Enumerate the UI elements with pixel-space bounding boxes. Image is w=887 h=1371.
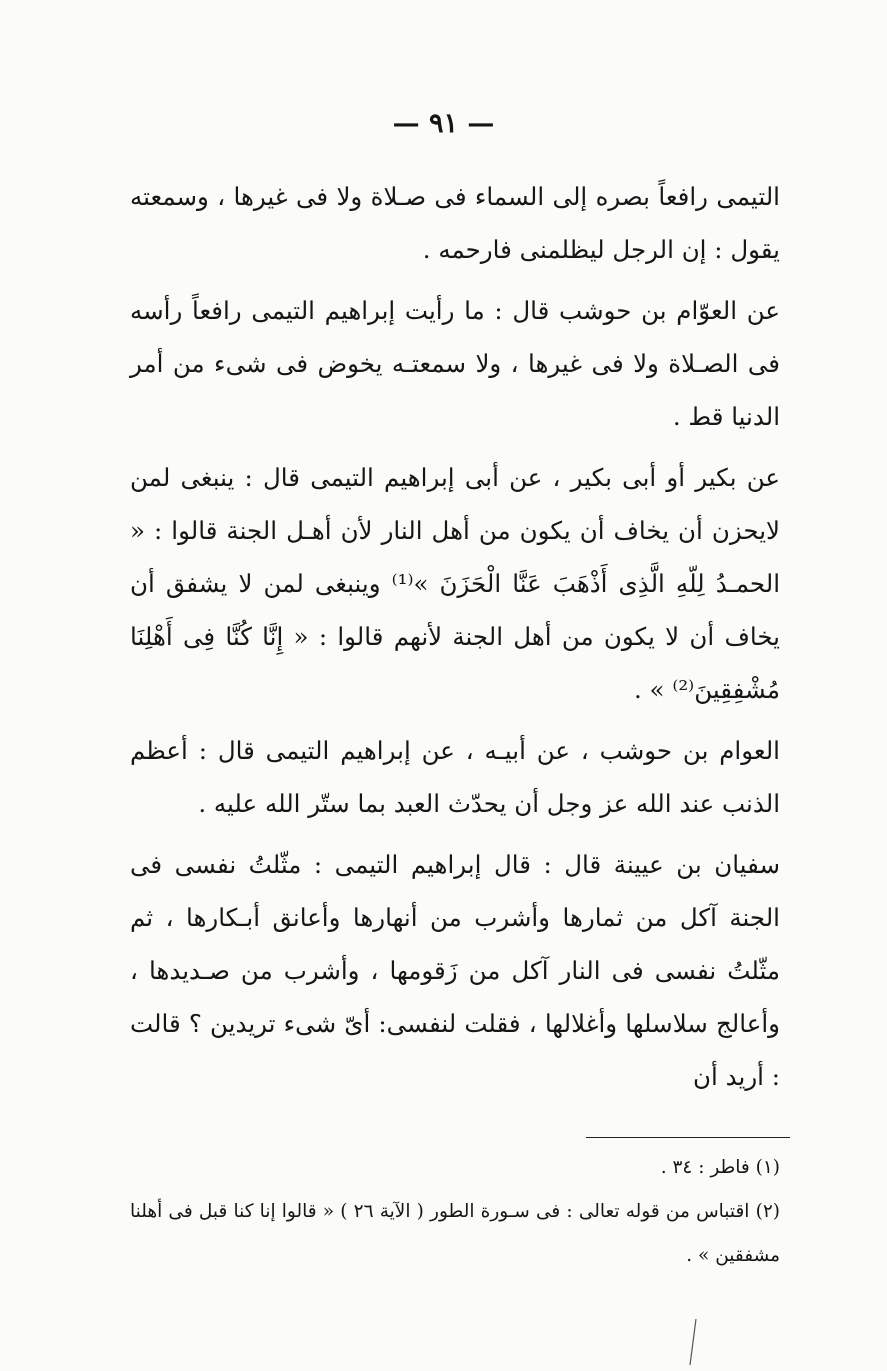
paragraph-4: العوام بن حوشب ، عن أبيـه ، عن إبراهيم التيمى قال : أعظم الذنب عند الله عز وجل أن يحدّث العبد بما ستّر الله عليه . [130, 736, 780, 818]
footnote-1: (١) فاطر : ٣٤ . [660, 1157, 780, 1178]
stray-pen-mark [688, 1318, 698, 1366]
paragraph-3: عن بكير أو أبى بكير ، عن أبى إبراهيم التيمى قال : ينبغى لمن لايحزن أن يخاف أن يكون من أهل النار لأن أهـل الجنة قالوا : « الحمـدُ لِلّهِ الَّذِى أَذْهَبَ عَنَّا الْحَزَنَ »⁽¹⁾ وينبغى لمن لا يشفق أن يخاف أن لا يكون من أهل الجنة لأنهم قالوا : « إِنَّا كُنَّا فِى أَهْلِنَا مُشْفِقِينَ⁽²⁾ » . [130, 463, 781, 704]
footnotes [130, 1146, 780, 1278]
page-number: — ٩١ — [392, 108, 495, 139]
body-text [130, 170, 780, 1111]
footnote-2: (٢) اقتباس من قوله تعالى : فى سـورة الطور ( الآية ٢٦ ) « قالوا إنا كنا قبل فى أهلنا مشفقين » . [130, 1201, 780, 1266]
footnote-divider [586, 1137, 790, 1138]
paragraph-5: سفيان بن عيينة قال : قال إبراهيم التيمى : مثّلتُ نفسى فى الجنة آكل من ثمارها وأشرب من أنهارها وأعانق أبـكارها ، ثم مثّلتُ نفسى فى النار آكل من زَقومها ، وأشرب من صـديدها ، وأعالج سلاسلها وأغلالها ، فقلت لنفسى: أىّ شىء تريدين ؟ قالت : أريد أن [130, 850, 780, 1091]
paragraph-1: التيمى رافعاً بصره إلى السماء فى صـلاة ولا فى غيرها ، وسمعته يقول : إن الرجل ليظلمنى فارحمه . [130, 182, 780, 264]
paragraph-2: عن العوّام بن حوشب قال : ما رأيت إبراهيم التيمى رافعاً رأسه فى الصـلاة ولا فى غيرها ، ولا سمعتـه يخوض فى شىء من أمر الدنيا قط . [130, 296, 780, 431]
